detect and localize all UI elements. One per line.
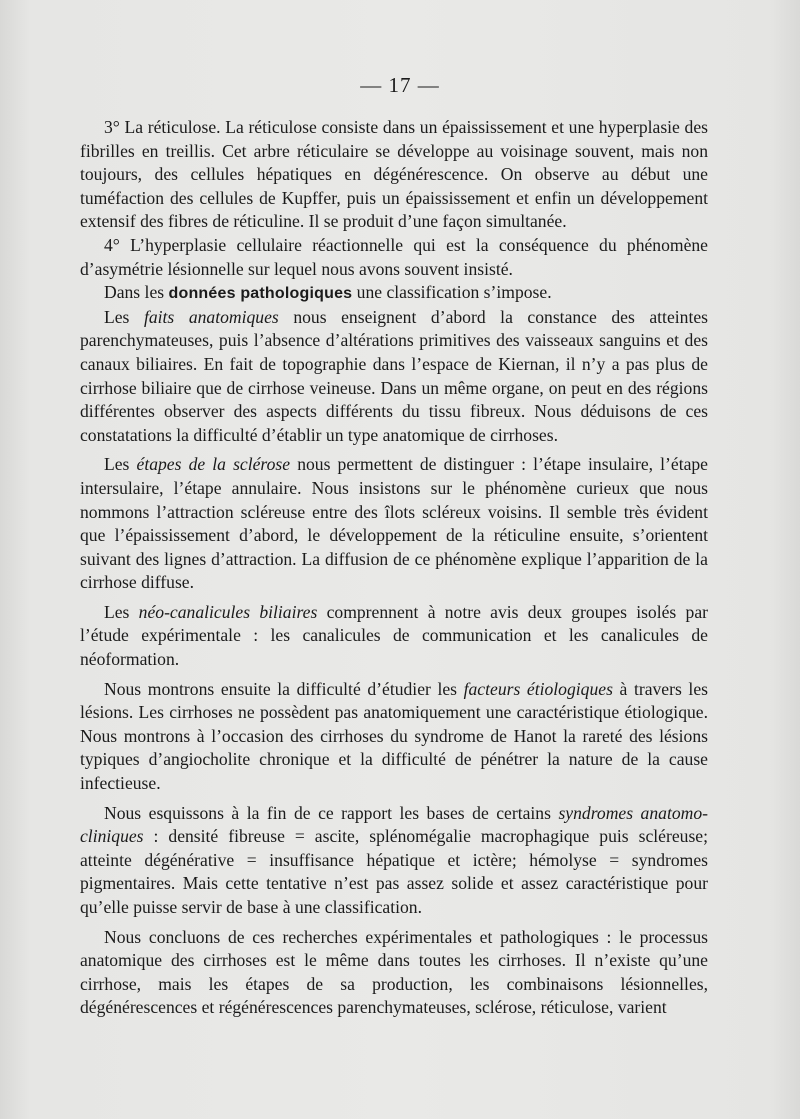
bold-term: données pathologiques	[168, 285, 353, 303]
paragraph-neo-canalicules: Les néo-canalicules biliaires comprennent à notre avis deux groupes isolés par l’étude expérimentale : les canalicules de communication et les canalicules de néoformation.	[80, 601, 709, 670]
italic-term: syndromes anatomo-cliniques	[80, 802, 708, 847]
italic-term: faits anatomiques	[143, 306, 279, 327]
paragraph-faits-anatomiques: Les faits anatomiques nous enseignent d’abord la constance des atteintes parenchymateuses, puis l’absence d’altérations primitives des vaisseaux sanguins et des canaux biliaires. En fait de topographie dans l’espace de Kiernan, il n’y a pas plus de cirrhose biliaire que de cirrhose veineuse. Dans un même organe, on peut en des régions différentes observer des aspects différents du tissu fibreux. Nous déduisons de ces constatations la difficulté d’établir un type anatomique de cirrhoses.	[80, 306, 708, 445]
paragraph-syndromes: Nous esquissons à la fin de ce rapport les bases de certains syndromes anatomo-cliniques : densité fibreuse = ascite, splénomégalie macrophagique puis scléreuse; atteinte dégénérative = insuffisance hépatique et ictère; hémolyse = syndromes pigmentaires. Mais cette tentative n’est pas assez solide et assez caractéristique pour qu’elle puisse servir de base à une classification.	[80, 802, 708, 917]
paragraph-donnees-pathologiques: Dans les données pathologiques une classification s’impose.	[104, 282, 552, 303]
paragraph-facteurs-etiologiques: Nous montrons ensuite la difficulté d’étudier les facteurs étiologiques à travers les lésions. Les cirrhoses ne possèdent pas anatomiquement une caractéristique étiologique. Nous montrons à l’occasion des cirrhoses du syndrome de Hanot la rareté des lésions typiques d’angiocholite chronique et la difficulté de pénétrer la nature de la cause infectieuse.	[80, 678, 708, 794]
paragraph-etapes-sclerose: Les étapes de la sclérose nous permettent de distinguer : l’étape insulaire, l’étape intersulaire, l’étape annulaire. Nous insistons sur le phénomène curieux que nous nommons l’attraction scléreuse entre des îlots scléreux voisins. Il semble très évident que l’épaississement d’abord, le développement de la réticuline ensuite, s’orientent suivant des lignes d’attraction. La diffusion de ce phénomène explique l’apparition de la cirrhose diffuse.	[80, 454, 708, 593]
page-number: — 17 —	[360, 73, 440, 97]
italic-term: étapes de la sclérose	[136, 454, 291, 475]
italic-term: néo-canalicules biliaires	[138, 601, 318, 622]
body-text	[80, 116, 708, 1020]
paragraph-conclusion: Nous concluons de ces recherches expérimentales et pathologiques : le processus anatomique des cirrhoses est le même dans toutes les cirrhoses. Il n’existe qu’une cirrhose, mais les étapes de sa production, les combinaisons lésionnelles, dégénérescences et régénérescences parenchymateuses, sclérose, réticulose, varient	[80, 926, 708, 1018]
paragraph-reticulose: 3° La réticulose. La réticulose consiste dans un épaississement et une hyperplasie des fibrilles en treillis. Cet arbre réticulaire se développe au voisinage souvent, mais non toujours, des cellules hépatiques en dégénérescence. On observe au début une tuméfaction des cellules de Kupffer, puis un épaississement et enfin un développement extensif des fibres de réticuline. Il se produit d’une façon simultanée.	[80, 117, 708, 232]
paragraph-hyperplasie: 4° L’hyperplasie cellulaire réactionnelle qui est la conséquence du phénomène d’asymétrie lésionnelle sur lequel nous avons souvent insisté.	[80, 234, 708, 279]
italic-term: facteurs étiologiques	[463, 678, 613, 699]
